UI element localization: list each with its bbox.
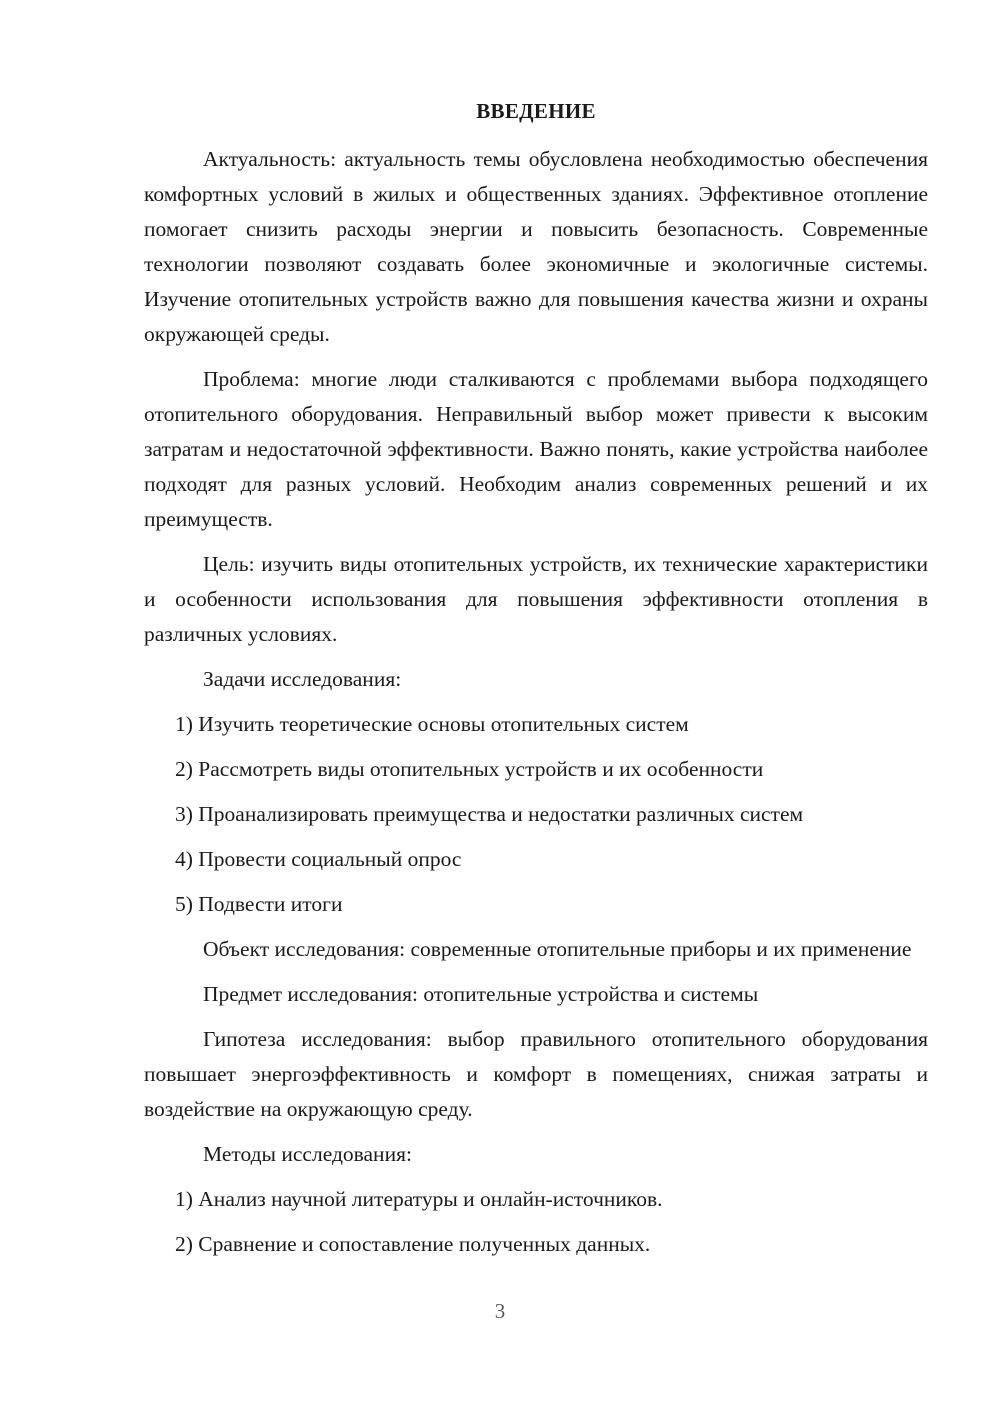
- object-paragraph: Объект исследования: современные отопительные приборы и их применение: [203, 937, 912, 961]
- task-item-2: 2) Рассмотреть виды отопительных устройств и их особенности: [175, 757, 764, 781]
- goal-paragraph: Цель: изучить виды отопительных устройств, их технические характеристики и особенности использования для повышения эффективности отопления в различных условиях.: [144, 552, 928, 646]
- document-page: [144, 96, 928, 1272]
- methods-heading: Методы исследования:: [203, 1142, 412, 1166]
- tasks-heading: Задачи исследования:: [203, 667, 402, 691]
- problem-paragraph: Проблема: многие люди сталкиваются с проблемами выбора подходящего отопительного оборудования. Неправильный выбор может привести к высоким затратам и недостаточной эффективности. Важно понять, какие устройства наиболее подходят для разных условий. Необходим анализ современных решений и их преимуществ.: [144, 367, 928, 531]
- subject-paragraph: Предмет исследования: отопительные устройства и системы: [203, 982, 759, 1006]
- relevance-paragraph: Актуальность: актуальность темы обусловлена необходимостью обеспечения комфортных условий в жилых и общественных зданиях. Эффективное отопление помогает снизить расходы энергии и повысить безопасность. Современные технологии позволяют создавать более экономичные и экологичные системы. Изучение отопительных устройств важно для повышения качества жизни и охраны окружающей среды.: [144, 147, 928, 346]
- method-item-2: 2) Сравнение и сопоставление полученных данных.: [175, 1232, 651, 1256]
- methods-list: [144, 1182, 928, 1262]
- task-item-5: 5) Подвести итоги: [175, 892, 343, 916]
- page-number: 3: [494, 1299, 506, 1323]
- task-item-4: 4) Провести социальный опрос: [175, 847, 462, 871]
- task-item-3: 3) Проанализировать преимущества и недостатки различных систем: [175, 802, 804, 826]
- task-item-1: 1) Изучить теоретические основы отопительных систем: [175, 712, 689, 736]
- hypothesis-paragraph: Гипотеза исследования: выбор правильного отопительного оборудования повышает энергоэффективность и комфорт в помещениях, снижая затраты и воздействие на окружающую среду.: [144, 1027, 928, 1121]
- method-item-1: 1) Анализ научной литературы и онлайн-источников.: [175, 1187, 663, 1211]
- tasks-list: [144, 707, 928, 922]
- page-title: ВВЕДЕНИЕ: [476, 99, 596, 123]
